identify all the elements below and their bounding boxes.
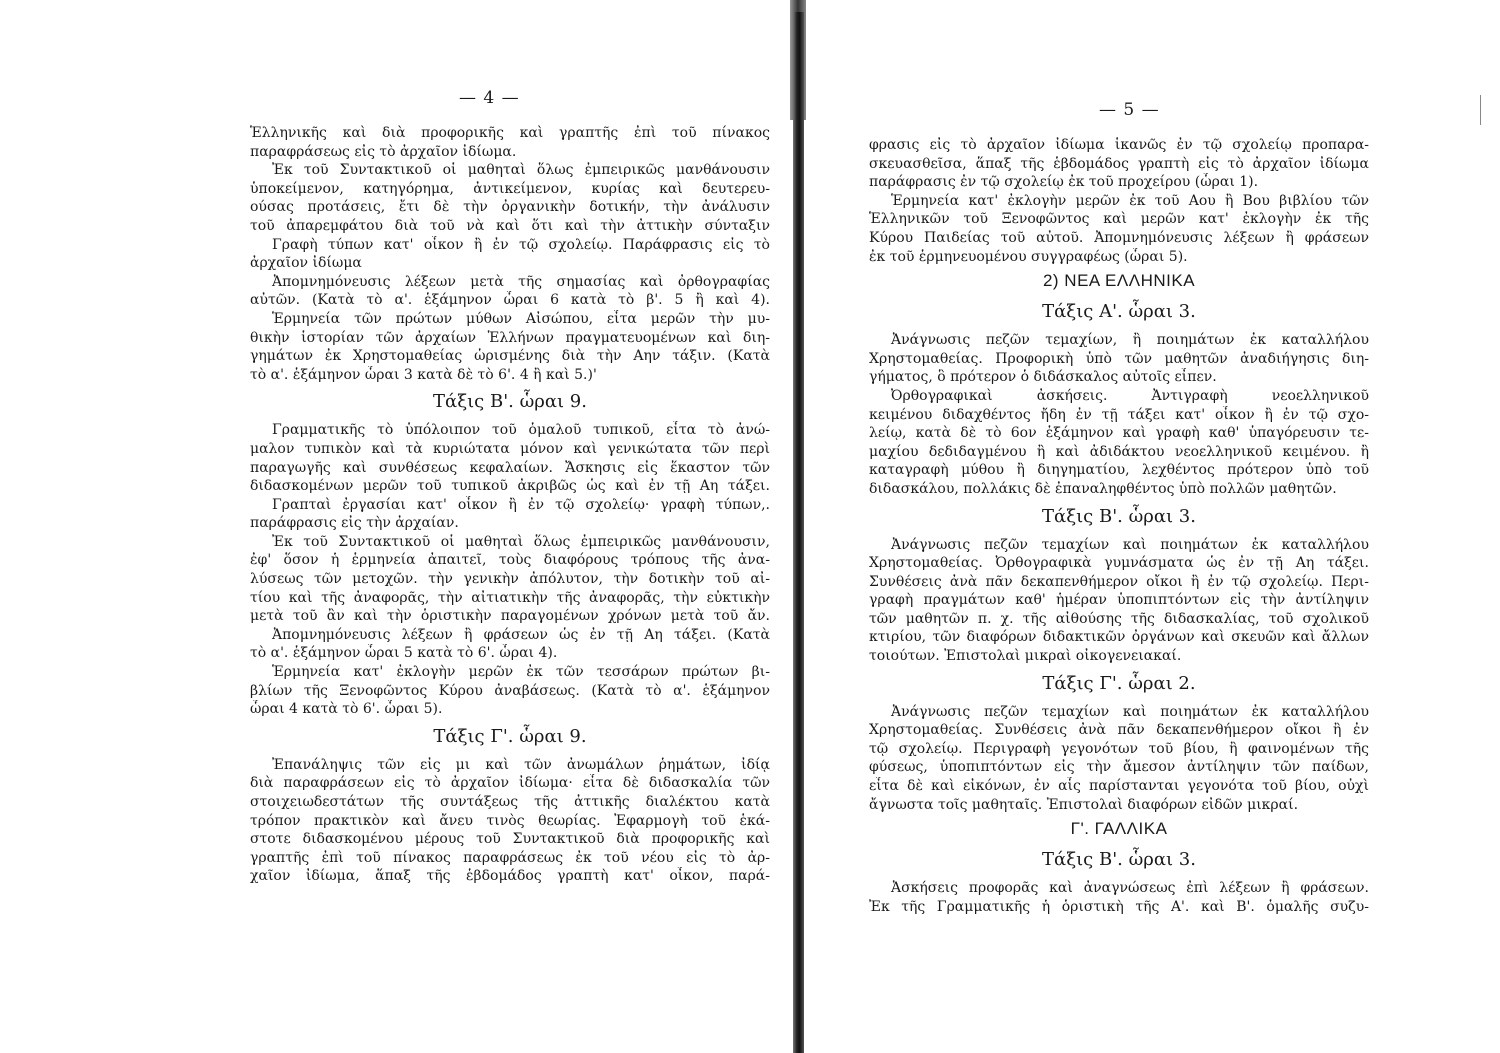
text-line: θικὴν ἱστορίαν τῶν ἀρχαίων Ἑλλήνων πραγματευομένων καὶ διη- [250,329,770,346]
text-line: Χρηστομαθείας. Προφορικὴ ὑπὸ τῶν μαθητῶν ἀναδιήγησις διη- [869,350,1369,367]
class-heading: Τάξις Α'. ὧραι 3. [1042,301,1196,323]
text-line: σκευασθεῖσα, ἅπαξ τῆς ἑβδομάδος γραπτὴ εἰς τὸ ἀρχαῖον ἰδίωμα [869,155,1369,172]
text-line: ἐκ τοῦ ἑρμηνευομένου συγγραφέως (ὧραι 5). [869,248,1188,265]
text-line: ἐφ' ὅσον ἡ ἑρμηνεία ἀπαιτεῖ, τοὺς διαφόρους τρόπους τῆς ἀνα- [250,552,770,569]
class-heading: Τάξις Β'. ὧραι 3. [1042,849,1196,871]
text-line: Συνθέσεις ἀνὰ πᾶν δεκαπενθήμερον οἴκοι ἢ ἐν τῷ σχολείῳ. Περι- [869,573,1369,590]
text-line: Ἑλληνικῶν τοῦ Ξενοφῶντος καὶ μερῶν κατ' ἐκλογὴν ἐκ τῆς [869,211,1369,228]
text-line: ὑποκείμενον, κατηγόρημα, ἀντικείμενον, κυρίας καὶ δευτερευ- [250,180,770,197]
text-line: τὸ α'. ἑξάμηνον ὧραι 3 κατὰ δὲ τὸ 6'. 4 ἢ καὶ 5.)' [250,366,597,383]
section-heading: 2) ΝΕΑ ΕΛΛΗΝΙΚΑ [1042,271,1196,291]
text-line: Ἀπομνημόνευσις λέξεων ἢ φράσεων ὡς ἐν τῇ Αη τάξει. (Κατὰ [272,626,770,643]
text-line: τοιούτων. Ἐπιστολαὶ μικραὶ οἰκογενειακαί. [869,648,1182,665]
text-line: παράφρασις ἐν τῷ σχολείῳ ἐκ τοῦ προχείρου (ὧραι 1). [869,174,1259,191]
text-line: Χρηστομαθείας. Ὀρθογραφικὰ γυμνάσματα ὡς ἐν τῇ Αη τάξει. [869,555,1369,572]
text-line: Ἐκ τοῦ Συντακτικοῦ οἱ μαθηταὶ ὅλως ἐμπειρικῶς μανθάνουσιν [272,162,770,179]
text-line: διὰ παραφράσεων εἰς τὸ ἀρχαῖον ἰδίωμα· εἶτα δὲ διδασκαλία τῶν [250,775,770,792]
text-line: Ἀνάγνωσις πεζῶν τεμαχίων καὶ ποιημάτων ἐκ καταλλήλου [891,536,1369,553]
page-number: — 5 — [1099,100,1160,120]
text-line: Ἑρμηνεία κατ' ἐκλογὴν μερῶν ἐκ τοῦ Αου ἢ Βου βιβλίου τῶν [891,192,1369,209]
text-line: μαχίου δεδιδαγμένου ἢ καὶ ἀδιδάκτου νεοελληνικοῦ κειμένου. ἢ [869,443,1369,460]
text-line: ὧραι 4 κατὰ τὸ 6'. ὧραι 5). [250,701,443,718]
text-line: παραφράσεως εἰς τὸ ἀρχαῖον ἰδίωμα. [250,143,517,160]
text-line: τίου καὶ τῆς ἀναφορᾶς, τὴν αἰτιατικὴν τῆς ἀναφορᾶς, τὴν εὐκτικὴν [250,589,770,606]
text-line: διδασκομένων μερῶν τοῦ τυπικοῦ ἀκριβῶς ὡς καὶ ἐν τῇ Αη τάξει. [250,478,770,495]
text-line: τρόπον πρακτικὸν καὶ ἄνευ τινὸς θεωρίας. Ἐφαρμογὴ τοῦ ἑκά- [250,812,770,829]
text-line: Ἀνάγνωσις πεζῶν τεμαχίων, ἢ ποιημάτων ἐκ καταλλήλου [891,332,1369,349]
text-line: φύσεως, ὑποπιπτόντων εἰς τὴν ἄμεσον ἀντίληψιν τῶν παίδων, [869,759,1369,776]
text-line: τῷ σχολείῳ. Περιγραφὴ γεγονότων τοῦ βίου, ἢ φαινομένων τῆς [869,740,1369,757]
text-line: Ἐκ τῆς Γραμματικῆς ἡ ὁριστικὴ τῆς Α'. καὶ Β'. ὁμαλῆς συζυ- [869,898,1369,915]
text-line: φρασις εἰς τὸ ἀρχαῖον ἰδίωμα ἱκανῶς ἐν τῷ σχολείῳ προπαρα- [869,137,1369,153]
text-line: λείῳ, κατὰ δὲ τὸ 6ον ἑξάμηνον καὶ γραφὴ καθ' ὑπαγόρευσιν τε- [869,425,1369,442]
class-heading: Τάξις Β'. ὧραι 3. [1042,505,1196,527]
scan-edge-mark [1480,95,1481,125]
text-line: διδασκάλου, πολλάκις δὲ ἐπαναληφθέντος ὑπὸ πολλῶν μαθητῶν. [869,480,1337,497]
text-line: γραφὴ πραγμάτων καθ' ἡμέραν ὑποπιπτόντων εἰς τὴν ἀντίληψιν [869,592,1369,609]
text-line: λύσεως τῶν μετοχῶν. τὴν γενικὴν ἀπόλυτον, τὴν δοτικὴν τοῦ αἰ- [250,571,770,588]
right-page-text [869,136,1369,916]
text-line: τὸ α'. ἑξάμηνον ὧραι 5 κατὰ τὸ 6'. ὧραι 4). [250,645,558,662]
section-heading: Γ'. ΓΑΛΛΙΚΑ [1070,819,1168,839]
text-line: Ἀσκήσεις προφορᾶς καὶ ἀναγνώσεως ἐπὶ λέξεων ἢ φράσεων. [891,880,1369,897]
text-line: ἄγνωστα τοῖς μαθηταῖς. Ἐπιστολαὶ διαφόρων εἰδῶν μικραί. [869,796,1299,813]
text-line: Ἀνάγνωσις πεζῶν τεμαχίων καὶ ποιημάτων ἐκ καταλλήλου [891,703,1369,720]
text-line: στοτε διδασκομένου μέρους τοῦ Συντακτικοῦ διὰ προφορικῆς καὶ [250,831,770,848]
text-line: Ἑρμηνεία κατ' ἐκλογὴν μερῶν ἐκ τῶν τεσσάρων πρώτων βι- [272,664,770,681]
text-line: Χρηστομαθείας. Συνθέσεις ἀνὰ πᾶν δεκαπενθήμερον οἴκοι ἢ ἐν [869,722,1369,739]
text-line: γημάτων ἐκ Χρηστομαθείας ὡρισμένης διὰ τὴν Αην τάξιν. (Κατὰ [250,348,770,365]
text-line: γήματος, ὃ πρότερον ὁ διδάσκαλος αὐτοῖς εἶπεν. [869,369,1217,386]
text-line: Ἀπομνημόνευσις λέξεων μετὰ τῆς σημασίας καὶ ὀρθογραφίας [272,273,770,290]
class-heading: Τάξις Β'. ὧραι 9. [433,391,587,413]
text-line: Κύρου Παιδείας τοῦ αὐτοῦ. Ἀπομνημόνευσις λέξεων ἢ φράσεων [869,229,1369,246]
text-line: Ἑλληνικῆς καὶ διὰ προφορικῆς καὶ γραπτῆς ἐπὶ τοῦ πίνακος [250,125,770,141]
text-line: χαῖον ἰδίωμα, ἅπαξ τῆς ἑβδομάδος γραπτὴ κατ' οἶκον, παρά- [250,868,770,885]
text-line: παραγωγῆς καὶ συνθέσεως κεφαλαίων. Ἄσκησις εἰς ἕκαστον τῶν [250,459,770,476]
text-line: εἶτα δὲ καὶ εἰκόνων, ἐν αἷς παρίστανται γεγονότα τοῦ βίου, οὐχὶ [869,778,1369,795]
text-line: αὐτῶν. (Κατὰ τὸ α'. ἑξάμηνον ὧραι 6 κατὰ τὸ β'. 5 ἢ καὶ 4). [250,292,770,309]
text-line: μετὰ τοῦ ἂν καὶ τὴν ὁριστικὴν παραγομένων χρόνων μετὰ τοῦ ἄν. [250,608,770,625]
class-heading: Τάξις Γ'. ὧραι 9. [433,725,587,747]
text-line: Ἑρμηνεία τῶν πρώτων μύθων Αἰσώπου, εἶτα μερῶν τὴν μυ- [272,310,770,327]
text-line: καταγραφὴ μύθου ἢ διηγηματίου, λεχθέντος πρότερον ὑπὸ τοῦ [869,462,1369,479]
text-line: στοιχειωδεστάτων τῆς συντάξεως τῆς ἀττικῆς διαλέκτου κατὰ [250,794,770,810]
text-line: μαλον τυπικὸν καὶ τὰ κυριώτατα μόνον καὶ γενικώτατα τῶν περὶ [250,440,770,457]
text-line: Γραφὴ τύπων κατ' οἶκον ἢ ἐν τῷ σχολείῳ. Παράφρασις εἰς τὸ [272,236,770,253]
text-line: τοῦ ἀπαρεμφάτου διὰ τοῦ νὰ καὶ ὅτι καὶ τὴν ἀττικὴν σύνταξιν [250,217,770,234]
text-line: Γραπταὶ ἐργασίαι κατ' οἶκον ἢ ἐν τῷ σχολείῳ· γραφὴ τύπων,. [272,496,770,513]
text-line: γραπτῆς ἐπὶ τοῦ πίνακος παραφράσεως ἐκ τοῦ νέου εἰς τὸ ἀρ- [250,849,770,866]
left-page-text [250,124,770,886]
right-page [800,0,1500,1053]
text-line: κτιρίου, τῶν διαφόρων διδακτικῶν ὀργάνων καὶ σκευῶν καὶ ἄλλων [869,629,1369,646]
text-line: Ἐπανάληψις τῶν εἰς μι καὶ τῶν ἀνωμάλων ῥημάτων, ἰδίᾳ [272,756,770,773]
text-line: Ἐκ τοῦ Συντακτικοῦ οἱ μαθηταὶ ὅλως ἐμπειρικῶς μανθάνουσιν, [272,533,770,550]
text-line: παράφρασις εἰς τὴν ἀρχαίαν. [250,515,459,532]
text-line: ἀρχαῖον ἰδίωμα [250,255,362,272]
text-line: Γραμματικῆς τὸ ὑπόλοιπον τοῦ ὁμαλοῦ τυπικοῦ, εἶτα τὸ ἀνώ- [272,422,770,439]
text-line: κειμένου διδαχθέντος ἤδη ἐν τῇ τάξει κατ' οἶκον ἢ ἐν τῷ σχο- [869,406,1369,423]
page-number: — 4 — [459,88,520,108]
text-line: βλίων τῆς Ξενοφῶντος Κύρου ἀναβάσεως. (Κατὰ τὸ α'. ἑξάμηνον [250,682,770,699]
text-line: τῶν μαθητῶν π. χ. τῆς αἰθούσης τῆς διδασκαλίας, τοῦ σχολικοῦ [869,610,1369,627]
text-line: Ὀρθογραφικαὶ ἀσκήσεις. Ἀντιγραφὴ νεοελληνικοῦ [891,387,1369,404]
text-line: ούσας προτάσεις, ἔτι δὲ τὴν ὀργανικὴν δοτικήν, τὴν ἀνάλυσιν [250,199,770,216]
class-heading: Τάξις Γ'. ὧραι 2. [1042,672,1196,694]
